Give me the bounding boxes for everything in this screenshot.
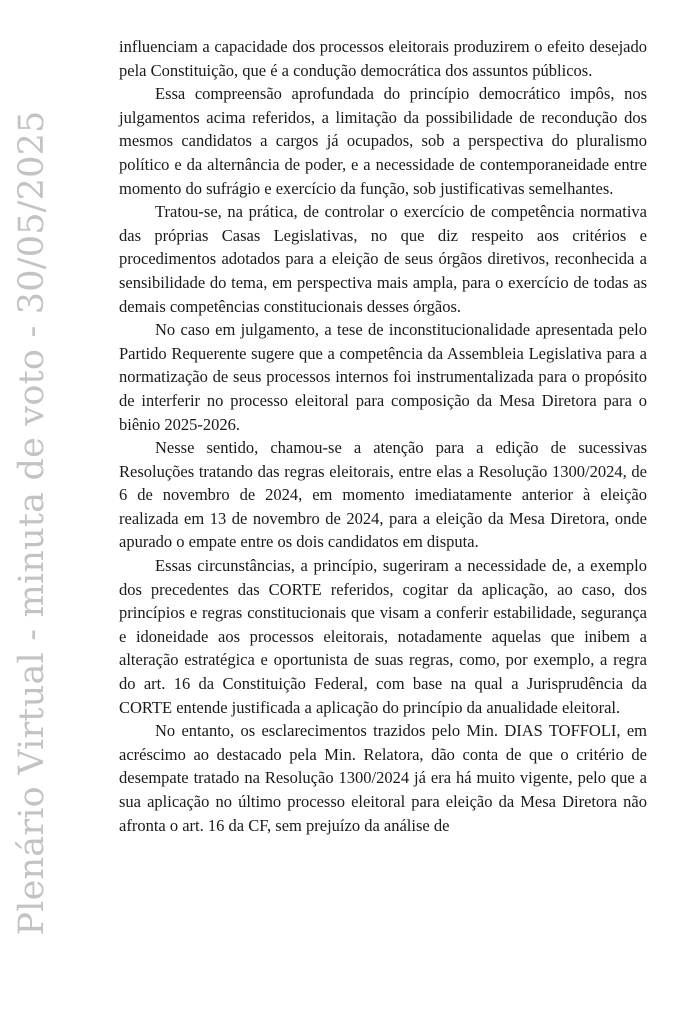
paragraph: No entanto, os esclarecimentos trazidos pelo Min. DIAS TOFFOLI, em acréscimo ao destacado pela Min. Relatora, dão conta de que o critério de desempate tratado na Resolução 1300/2024 já era há muito vigente, pelo que a sua aplicação no último processo eleitoral para eleição da Mesa Diretora não afronta o art. 16 da CF, sem prejuízo da análise de — [119, 721, 647, 835]
watermark-text: Plenário Virtual - minuta de voto - 30/05/2025 — [12, 110, 52, 936]
paragraph-continuation: influenciam a capacidade dos processos eleitorais produzirem o efeito desejado pela Constituição, que é a condução democrática dos assuntos públicos. — [119, 37, 647, 80]
paragraph: Essa compreensão aprofundada do princípio democrático impôs, nos julgamentos acima referidos, a limitação da possibilidade de recondução dos mesmos candidatos a cargos já ocupados, sob a perspectiva do pluralismo político e da alternância de poder, e a necessidade de contemporaneidade entre momento do sufrágio e exercício da função, sob justificativas semelhantes. — [119, 84, 647, 198]
paragraph: Tratou-se, na prática, de controlar o exercício de competência normativa das próprias Casas Legislativas, no que diz respeito aos critérios e procedimentos adotados para a eleição de seus órgãos diretivos, reconhecida a sensibilidade do tema, em perspectiva mais ampla, para o exercício de todas as demais competências constitucionais desses órgãos. — [119, 202, 647, 316]
document-body — [119, 35, 647, 837]
paragraph: Nesse sentido, chamou-se a atenção para a edição de sucessivas Resoluções tratando das regras eleitorais, entre elas a Resolução 1300/2024, de 6 de novembro de 2024, em momento imediatamente anterior à eleição realizada em 13 de novembro de 2024, para a eleição da Mesa Diretora, onde apurado o empate entre os dois candidatos em disputa. — [119, 438, 647, 552]
paragraph: Essas circunstâncias, a princípio, sugeriram a necessidade de, a exemplo dos precedentes das CORTE referidos, cogitar da aplicação, ao caso, dos princípios e regras constitucionais que visam a conferir estabilidade, segurança e idoneidade aos processos eleitorais, notadamente aquelas que inibem a alteração estratégica e oportunista de suas regras, como, por exemplo, a regra do art. 16 da Constituição Federal, com base na qual a Jurisprudência da CORTE entende justificada a aplicação do princípio da anualidade eleitoral. — [119, 556, 647, 717]
paragraph: No caso em julgamento, a tese de inconstitucionalidade apresentada pelo Partido Requerente sugere que a competência da Assembleia Legislativa para a normatização de seus processos internos foi instrumentalizada para o propósito de interferir no processo eleitoral para composição da Mesa Diretora para o biênio 2025-2026. — [119, 320, 647, 434]
